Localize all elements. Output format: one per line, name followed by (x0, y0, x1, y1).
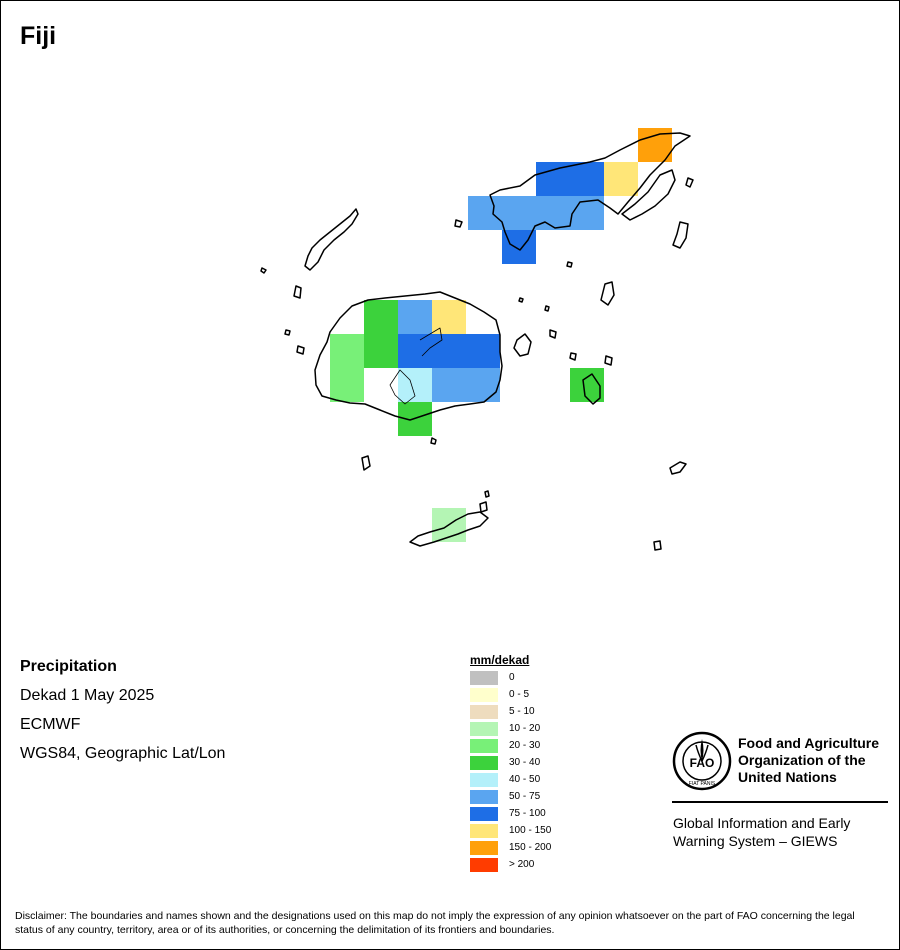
legend-label: 50 - 75 (509, 791, 541, 802)
islet-outline (455, 220, 462, 227)
islet-outline (285, 330, 290, 335)
precip-cell (432, 300, 466, 334)
legend (470, 653, 552, 874)
legend-swatch (470, 671, 498, 685)
precip-cell (364, 300, 398, 334)
legend-item (470, 738, 541, 755)
precip-cell (502, 196, 536, 230)
precip-cell (604, 162, 638, 196)
legend-label: 20 - 30 (509, 740, 541, 751)
legend-label: 5 - 10 (509, 706, 535, 717)
divider (672, 801, 888, 803)
islet-outline (605, 356, 612, 365)
legend-swatch (470, 756, 498, 770)
disclaimer: Disclaimer: The boundaries and names shown and the designations used on this map do not imply the expression of any opinion whatsoever on the part of FAO concerning the legal status of any country, territory, area or of its authorities, or concerning the delimitation of its frontiers and boundaries. (15, 910, 855, 936)
legend-swatch (470, 858, 498, 872)
fao-logo (672, 731, 732, 791)
fao-logo-text: FAO (689, 756, 715, 770)
islet-outline (601, 282, 614, 305)
period-label: Dekad 1 May 2025 (20, 687, 155, 704)
fao-logo-motto: FIAT PANIS (688, 781, 716, 787)
islet-outline (297, 346, 304, 354)
map-title: Fiji (20, 22, 57, 50)
islet-outline (545, 306, 549, 311)
islet-outline (673, 222, 688, 248)
precip-cell (468, 196, 502, 230)
legend-label: 10 - 20 (509, 723, 541, 734)
fao-name-line: Organization of the (738, 752, 866, 768)
precip-cell (330, 334, 364, 368)
legend-rows (470, 670, 552, 874)
fao-name-line: United Nations (738, 769, 837, 785)
yasawa-outline (305, 209, 358, 270)
legend-item (470, 806, 546, 823)
legend-item (470, 687, 529, 704)
islet-outline (670, 462, 686, 474)
legend-label: 30 - 40 (509, 757, 541, 768)
legend-item (470, 670, 529, 687)
legend-label: 0 (509, 672, 515, 683)
legend-label: > 200 (509, 859, 535, 870)
legend-label: 150 - 200 (509, 842, 552, 853)
islet-outline (294, 286, 301, 298)
legend-label: 40 - 50 (509, 774, 541, 785)
projection-label: WGS84, Geographic Lat/Lon (20, 745, 226, 762)
legend-swatch (470, 705, 498, 719)
precip-cell (364, 334, 398, 368)
precip-cell (330, 368, 364, 402)
legend-item (470, 840, 552, 857)
source-label: ECMWF (20, 716, 81, 733)
islet-outline (431, 438, 436, 444)
giews-line: Warning System – GIEWS (673, 833, 838, 849)
legend-swatch (470, 824, 498, 838)
islet-outline (567, 262, 572, 267)
legend-swatch (470, 722, 498, 736)
precip-cell (570, 162, 604, 196)
legend-item (470, 772, 541, 789)
legend-label: 0 - 5 (509, 689, 530, 700)
legend-item (470, 704, 535, 721)
islet-outline (480, 502, 487, 512)
legend-swatch (470, 841, 498, 855)
legend-swatch (470, 688, 498, 702)
legend-swatch (470, 773, 498, 787)
giews-label (673, 814, 850, 850)
islet-outline (485, 491, 489, 497)
islet-outline (550, 330, 556, 338)
legend-title: mm/dekad (470, 653, 530, 667)
islet-outline (686, 178, 693, 187)
legend-item (470, 823, 552, 840)
legend-item (470, 721, 541, 738)
precip-cell (398, 300, 432, 334)
legend-swatch (470, 790, 498, 804)
islet-outline (654, 541, 661, 550)
map-info (20, 656, 225, 772)
legend-item (470, 789, 541, 806)
islet-outline (570, 353, 576, 360)
islet-outline (261, 268, 266, 273)
legend-label: 75 - 100 (509, 808, 546, 819)
ovalau-outline (514, 334, 531, 356)
precip-cell (432, 334, 466, 368)
legend-swatch (470, 807, 498, 821)
fao-name (738, 735, 879, 786)
variable-label: Precipitation (20, 658, 117, 675)
legend-item (470, 755, 541, 772)
islet-outline (362, 456, 370, 470)
legend-swatch (470, 739, 498, 753)
precip-cell (536, 196, 570, 230)
fao-name-line: Food and Agriculture (738, 735, 880, 751)
giews-line: Global Information and Early (673, 815, 851, 831)
legend-item (470, 857, 535, 874)
legend-label: 100 - 150 (509, 825, 552, 836)
islet-outline (519, 298, 523, 302)
